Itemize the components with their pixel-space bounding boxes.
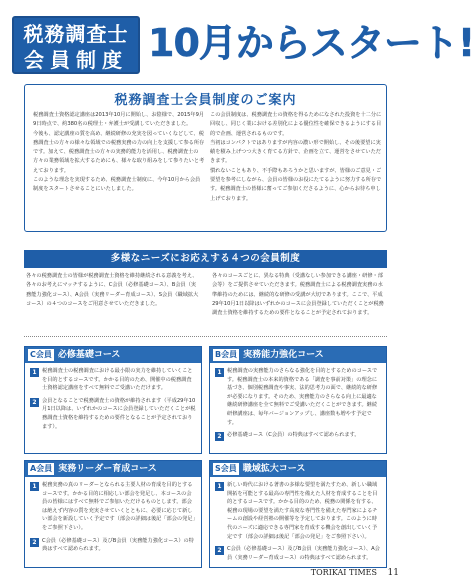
item-text: 必修基礎コース（C会員）の特典はすべて認められます。 bbox=[227, 432, 360, 439]
item-text: 新しい時代における著書の多様な要望を満たすため、新しい職域開拓を可能とする最高の専門性を備えた人材を育成することを目的とするコースです。かかる目的のため、税務の関係を有する、税務の現場の要望を満たす高度な専門性を備えた専門家によるチームの創設や経営塾の開催等を予定しております。このように時代のニーズに適応できる専門家を育成する機会を創出していく予定です（部会の詳細は後記「部会の発足」をご参照下さい）。 bbox=[227, 482, 378, 540]
intro-right-p2: 当初はコンパクトではありますが内容の濃い形で開始し、その後要望に実績を積み上げつつ大きく育てる方針で、企画を立て、運営をさせていただきます。 bbox=[210, 139, 381, 165]
item-number: 1 bbox=[30, 482, 39, 491]
section-right-text: 各々のコースごとに、異なる特典（受講なしい参加できる講座・研修・部会等）をご提供させていただきます。税務調査士による税務調査実務の水準維持のためには、継続的な研修の受講が大切であります。ここで、平成29年10月1日以降はいずれかのコースに会員登録していただくことが税務調査士資格を維持するための要件となることが予定されております。 bbox=[212, 273, 384, 317]
dotted-divider bbox=[24, 336, 387, 337]
course-s-box bbox=[209, 460, 387, 568]
item-number: 1 bbox=[30, 368, 39, 377]
item-number: 1 bbox=[215, 482, 224, 491]
course-a-header bbox=[25, 461, 201, 477]
page-number: 11 bbox=[387, 568, 399, 578]
intro-box bbox=[24, 84, 387, 232]
course-a-body bbox=[25, 477, 201, 562]
list-item bbox=[30, 397, 196, 431]
course-s-tag: S会員 bbox=[215, 464, 237, 473]
intro-title: 税務調査士会員制度のご案内 bbox=[114, 93, 297, 108]
intro-left-p1: 税務調査士資格認定講座は2013年10月に開始し、お陰様で、2015年9月9日時点で、約380名の税理士・弁護士が受講していただきました。 bbox=[33, 112, 205, 128]
intro-left-column bbox=[33, 111, 205, 195]
course-b-header bbox=[210, 347, 386, 363]
course-a-box bbox=[24, 460, 202, 568]
item-number: 2 bbox=[215, 432, 224, 441]
list-item bbox=[215, 481, 381, 541]
course-b-box bbox=[209, 346, 387, 454]
list-item bbox=[30, 537, 196, 554]
item-text: C会員（必修基礎コース）及びB会員（実務能力強化コース）、A会員（実務リーダー育成コース）の特典はすべて認められます。 bbox=[227, 546, 380, 561]
course-a-title: 実務リーダー育成コース bbox=[58, 464, 157, 474]
intro-right-p1: この会員制度は、税務調査士の資格を得るためになされた投資を十二分に回収し、同じく業における差別化による優位性を確保できるようにする目的で企画、運営されるものです。 bbox=[210, 112, 382, 137]
course-s-title: 職域拡大コース bbox=[242, 464, 306, 474]
intro-right-column bbox=[210, 111, 382, 204]
course-b-tag: B会員 bbox=[215, 350, 238, 359]
item-number: 2 bbox=[30, 538, 39, 547]
header bbox=[8, 6, 474, 82]
item-text: C会員（必修基礎コース）及びB会員（実務能力強化コース）の特典はすべて認められます。 bbox=[42, 537, 194, 553]
section-left-text: 各々の税務調査士の皆様が税務調査士資格を維持継続される意義を考え、各々のお考えにマッチするように、C会員（必修基礎コース）、B会員（実務能力強化コース）、A会員（実務リーダー育成コース）、S会員（職域拡大コース）の４つのコースをご用意させていただきました。 bbox=[26, 273, 199, 307]
publication-name: TORIKAI TIMES bbox=[310, 568, 377, 577]
course-c-header bbox=[25, 347, 201, 363]
course-a-tag: A会員 bbox=[30, 464, 53, 473]
list-item bbox=[215, 367, 381, 427]
course-c-tag: C会員 bbox=[30, 350, 52, 359]
membership-badge bbox=[12, 16, 140, 74]
footer bbox=[311, 568, 399, 578]
course-c-box bbox=[24, 346, 202, 454]
item-text: 税務調査士の税務調査における最小限の実力を維持していくことを目的とするコースです。かかる目的のため、開催中の税務調査士資格認定講座をすべて無料でご受講いただけます。 bbox=[42, 368, 193, 392]
list-item bbox=[30, 481, 196, 533]
course-c-title: 必修基礎コース bbox=[57, 350, 121, 360]
badge-line1: 税務調査士 bbox=[23, 22, 129, 46]
badge-line2: 会員制度 bbox=[24, 48, 128, 72]
item-number: 1 bbox=[215, 368, 224, 377]
list-item bbox=[215, 431, 381, 441]
course-b-body bbox=[210, 363, 386, 449]
item-text: 会員となることで税務調査士の資格が維持されます（平成29年10月1日以降は、いずれかのコースに会員登録していただくことが税務調査士資格を維持するための要件となることが予定されております）。 bbox=[42, 397, 196, 430]
intro-right-p3: 慣れないこともあり、不手際もあろうかと思いますが、皆様のご意見・ご要望を参考にしながら、会員の皆様のお役にたてるように努力する所存です。税務調査士の皆様に奮ってご参加くださるように、心からお待ち申し上げております。 bbox=[210, 167, 382, 202]
course-s-header bbox=[210, 461, 386, 477]
intro-left-p2: 今後も、認定講座の質を高め、継続研修の充実を図っていくなどして、税務調査士の方々の様々な領域での税務実務の力の向上を支援して参る所存です。加えて、税務調査士の方々の実務的能力を活用し、税務調査士の方々の業務領域を拡大するためにも、様々な取り組みをして参りたいと考えております。 bbox=[33, 130, 205, 174]
item-number: 2 bbox=[30, 398, 39, 407]
intro-left-p3: このような理念を実現するため、税務調査士制度に、今年10月から会員制度をスタートさせることにいたしました。 bbox=[33, 177, 201, 193]
item-number: 2 bbox=[215, 546, 224, 555]
course-s-body bbox=[210, 477, 386, 570]
list-item bbox=[30, 367, 196, 393]
headline: 10月からスタート! bbox=[148, 21, 474, 65]
list-item bbox=[215, 545, 381, 562]
course-c-body bbox=[25, 363, 201, 439]
section-title: 多様なニーズにお応えする４つの会員制度 bbox=[24, 250, 387, 268]
course-b-title: 実務能力強化コース bbox=[243, 350, 324, 360]
item-text: 税務調査の実務能力のさらなる強化を目的とするためのコースです。税務調査士の本来的資格である「調査を事前対策」の理念に基づき、個別税務調査や事実、法的思考力の面で、継続的な研修が必要になります。そのため、実務能力のさらなる向上に最適な継続研修講座を全て無料でご受講いただくことができます。継続研修講座は、毎年バージョンアップし、講座数も増やす予定です。 bbox=[227, 368, 378, 426]
item-text: 税務実務の真のリーダーとなられる主要人材の育成を目的とするコースです。かかる目的に相応しい部会を発足し、本コースの会員の皆様にはすべて無料でご参加いただけるものとします。部会は絶えず内容の質を充実させていくとともに、必要に応じて新しい部会を新設していく予定です（部会の詳細は後記「部会の発足」をご参照下さい）。 bbox=[42, 482, 196, 531]
